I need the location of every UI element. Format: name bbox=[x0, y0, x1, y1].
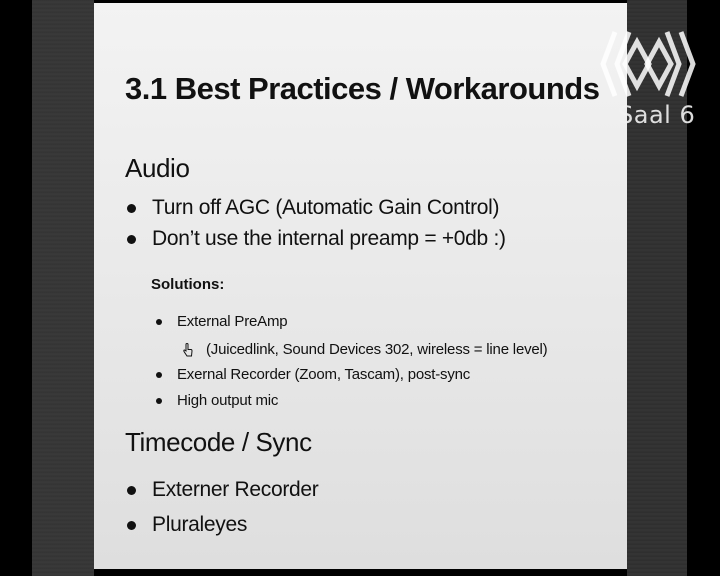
preamp-detail-text: (Juicedlink, Sound Devices 302, wireless = line level) bbox=[206, 341, 548, 358]
left-border bbox=[32, 0, 94, 576]
channel-watermark bbox=[597, 24, 697, 128]
bullet-dot-icon bbox=[156, 372, 162, 378]
solution-item-3-text: High output mic bbox=[177, 392, 279, 409]
slide-title: 3.1 Best Practices / Workarounds bbox=[125, 71, 600, 106]
timecode-heading: Timecode / Sync bbox=[125, 427, 312, 457]
audio-bullet-1 bbox=[127, 196, 499, 220]
bullet-dot-icon bbox=[156, 319, 162, 325]
timecode-bullet-1-text: Externer Recorder bbox=[152, 478, 319, 501]
timecode-bullet-2 bbox=[127, 513, 247, 537]
bullet-dot-icon bbox=[127, 204, 136, 213]
bullet-dot-icon bbox=[127, 521, 136, 530]
audio-heading: Audio bbox=[125, 153, 190, 183]
timecode-bullet-2-text: Pluraleyes bbox=[152, 513, 248, 536]
solution-item-2 bbox=[156, 366, 470, 383]
preamp-detail-row bbox=[183, 341, 547, 358]
solution-item-3 bbox=[156, 392, 278, 409]
audio-bullet-2-text: Don’t use the internal preamp = +0db :) bbox=[152, 227, 506, 250]
bullet-dot-icon bbox=[127, 486, 136, 495]
watermark-text: Saal 6 bbox=[618, 101, 696, 129]
solutions-label: Solutions: bbox=[151, 276, 225, 293]
watermark-logo-icon bbox=[597, 24, 697, 104]
solution-item-1-text: External PreAmp bbox=[177, 313, 288, 330]
solution-item-1 bbox=[156, 313, 287, 330]
bullet-dot-icon bbox=[156, 398, 162, 404]
presentation-slide bbox=[94, 3, 627, 569]
bullet-dot-icon bbox=[127, 235, 136, 244]
audio-bullet-1-text: Turn off AGC (Automatic Gain Control) bbox=[152, 196, 500, 219]
solution-item-2-text: Exernal Recorder (Zoom, Tascam), post-sync bbox=[177, 366, 471, 383]
timecode-bullet-1 bbox=[127, 478, 318, 502]
pointer-hand-icon bbox=[183, 343, 193, 357]
audio-bullet-2 bbox=[127, 227, 506, 251]
